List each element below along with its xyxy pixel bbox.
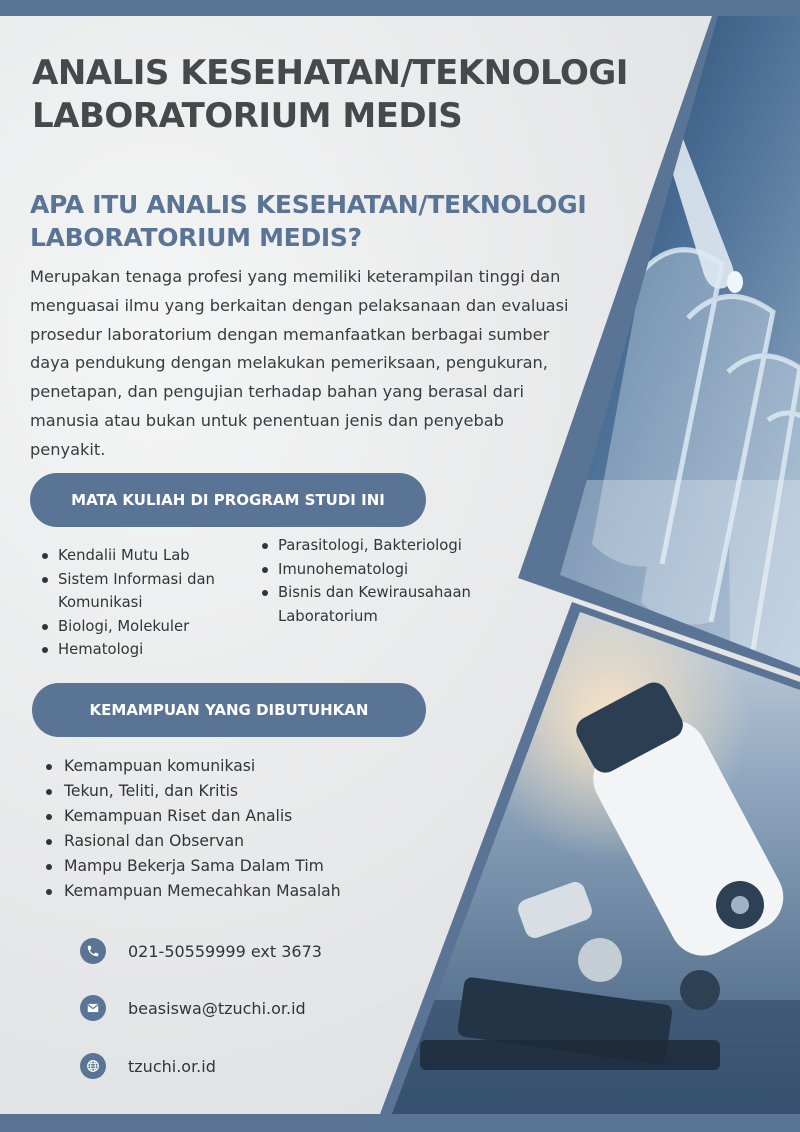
contact-email[interactable] [80, 995, 306, 1021]
list-item: Parasitologi, Bakteriologi [256, 534, 516, 558]
phone-icon [80, 938, 106, 964]
list-item: Kemampuan Riset dan Analis [38, 804, 458, 829]
phone-number: 021-50559999 ext 3673 [128, 941, 322, 961]
contact-phone [80, 938, 322, 964]
list-item: Imunohematologi [256, 558, 516, 582]
list-item: Bisnis dan Kewirausahaan Laboratorium [256, 581, 516, 628]
list-item: Rasional dan Observan [38, 829, 458, 854]
about-description: Merupakan tenaga profesi yang memiliki keterampilan tinggi dan menguasai ilmu yang berkaitan dengan pelaksanaan dan evaluasi prosedur laboratorium dengan memanfaatkan berbagai sumber daya pendukung dengan melakukan pemeriksaan, pengukuran, penetapan, dan pengujian terhadap bahan yang berasal dari manusia atau bukan untuk penentuan jenis dan penyebab penyakit. [30, 267, 569, 459]
list-item: Kemampuan Memecahkan Masalah [38, 879, 458, 904]
list-item: Tekun, Teliti, dan Kritis [38, 779, 458, 804]
list-item: Mampu Bekerja Sama Dalam Tim [38, 854, 458, 879]
list-item: Hematologi [36, 638, 266, 662]
globe-icon [80, 1053, 106, 1079]
skills-list [38, 754, 458, 904]
envelope-icon [80, 995, 106, 1021]
courses-label: MATA KULIAH DI PROGRAM STUDI INI [30, 473, 426, 527]
list-item: Biologi, Molekuler [36, 615, 266, 639]
website-url[interactable]: tzuchi.or.id [128, 1056, 216, 1076]
page-title-line2: LABORATORIUM MEDIS [32, 96, 463, 136]
courses-list-left [36, 544, 266, 662]
email-address[interactable]: beasiswa@tzuchi.or.id [128, 998, 306, 1018]
about-heading-line2: LABORATORIUM MEDIS? [30, 223, 362, 252]
list-item: Kendalii Mutu Lab [36, 544, 266, 568]
list-item: Kemampuan komunikasi [38, 754, 458, 779]
list-item: Sistem Informasi dan Komunikasi [36, 568, 266, 615]
contact-website[interactable] [80, 1053, 216, 1079]
about-heading [30, 188, 670, 254]
courses-list-right [256, 534, 516, 628]
bottom-band [0, 1114, 800, 1132]
page-title-line1: ANALIS KESEHATAN/TEKNOLOGI [32, 53, 628, 93]
page-title [32, 52, 692, 138]
skills-label: KEMAMPUAN YANG DIBUTUHKAN [32, 683, 426, 737]
about-heading-line1: APA ITU ANALIS KESEHATAN/TEKNOLOGI [30, 190, 587, 219]
